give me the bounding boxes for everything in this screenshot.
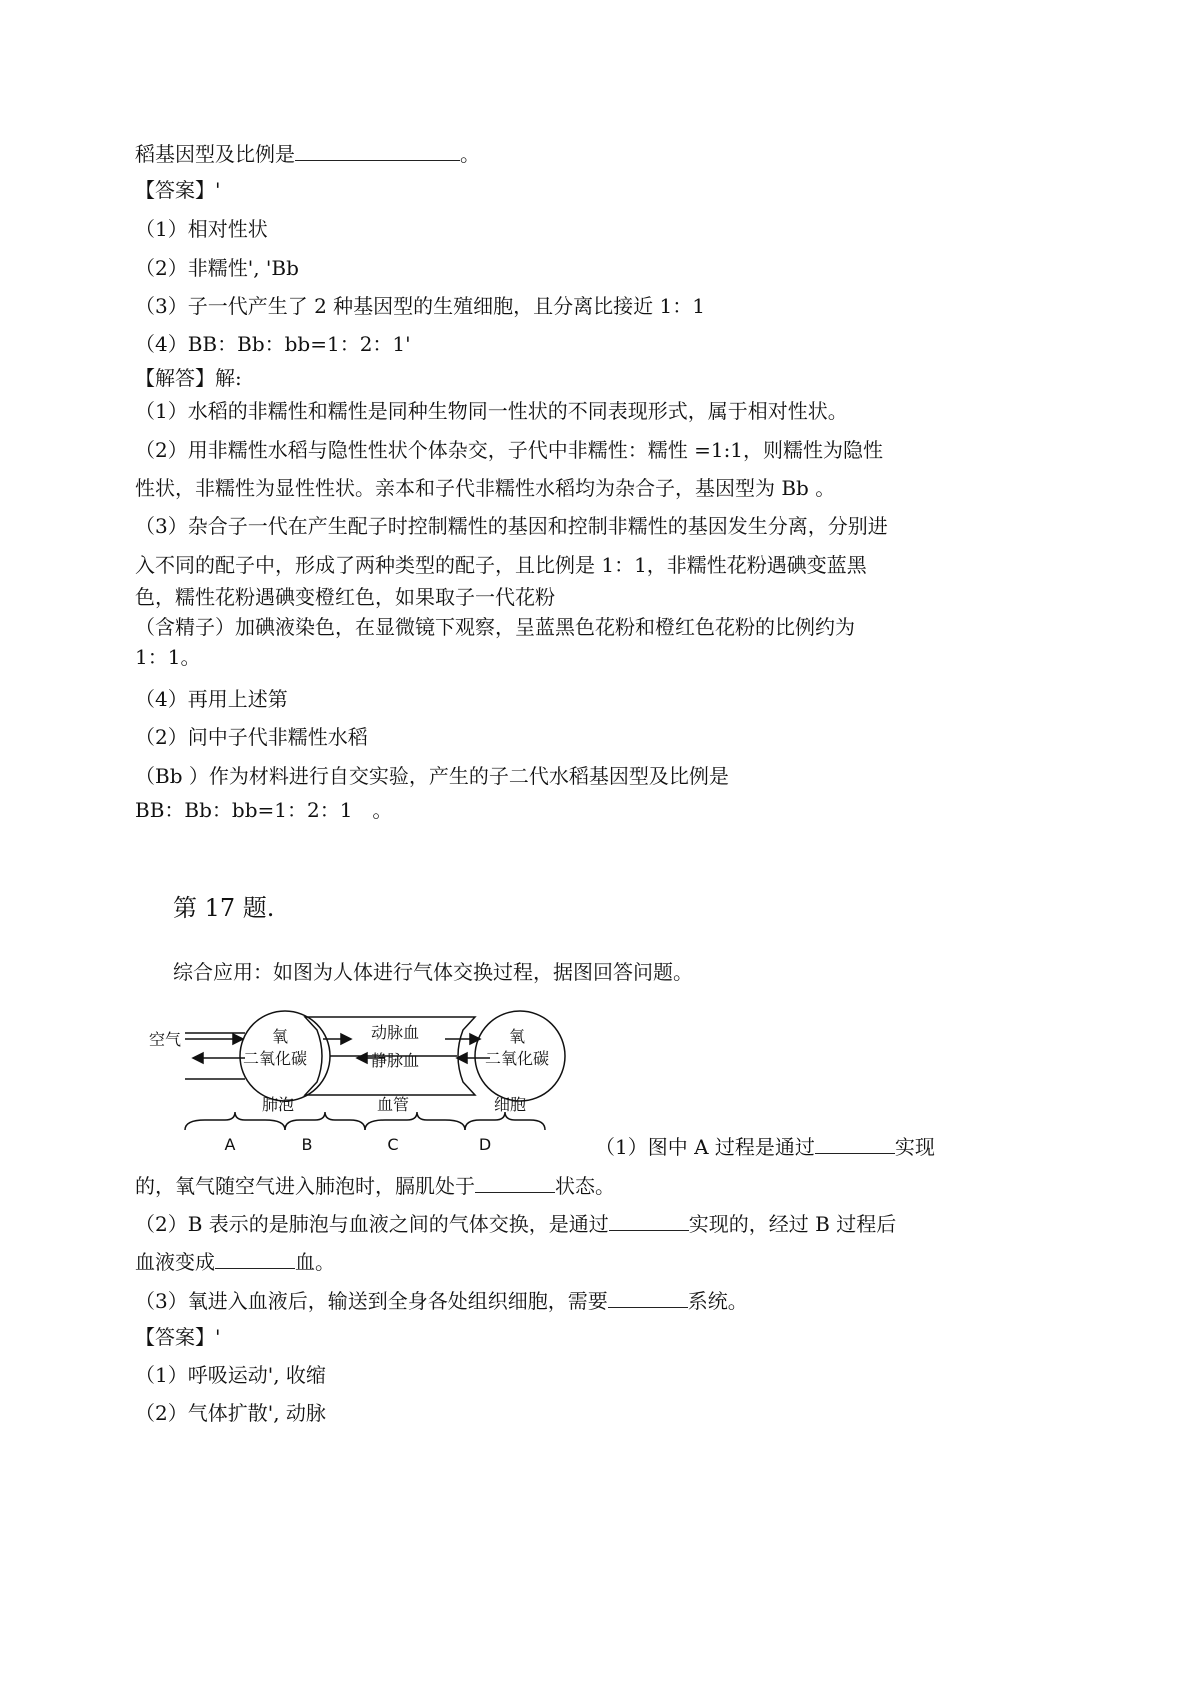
answer-label: 【答案】' (135, 1325, 221, 1349)
explanation-2b: 性状，非糯性为显性性状。亲本和子代非糯性水稻均为杂合子，基因型为 Bb 。 (135, 476, 836, 500)
text: 血液变成 (135, 1250, 215, 1274)
answer-4: （4）BB：Bb：bb=1：2：1' (135, 332, 411, 356)
answer-blank (609, 1210, 689, 1231)
answer-2: （2）非糯性', 'Bb (135, 256, 299, 280)
text: 系统。 (687, 1289, 748, 1313)
label-air: 空气 (148, 1030, 182, 1049)
answer-blank (295, 140, 460, 161)
text: 。 (460, 142, 480, 166)
text: 实现 (894, 1135, 935, 1159)
answer-blank (215, 1248, 295, 1269)
answer-3: （3）子一代产生了 2 种基因型的生殖细胞，且分离比接近 1：1 (135, 294, 705, 318)
answer-1: （1）呼吸运动', 收缩 (135, 1363, 326, 1387)
label-venous-blood: 静脉血 (370, 1051, 420, 1070)
label-co2: 二氧化碳 (242, 1049, 308, 1068)
answer-label: 【答案】' (135, 178, 221, 202)
text: 稻基因型及比例是 (135, 142, 295, 166)
question-2a (135, 1210, 896, 1236)
answer-blank (608, 1287, 688, 1308)
question-intro: 综合应用：如图为人体进行气体交换过程，据图回答问题。 (173, 960, 693, 984)
arrow-right-icon (470, 1034, 480, 1044)
label-oxygen: 氧 (508, 1027, 526, 1046)
label-alveolus: 肺泡 (261, 1095, 295, 1114)
answer-2: （2）气体扩散', 动脉 (135, 1401, 326, 1425)
text: （2）B 表示的是肺泡与血液之间的气体交换，是通过 (135, 1212, 609, 1236)
arrow-left-icon (357, 1053, 367, 1063)
gas-exchange-diagram (145, 1000, 585, 1160)
explanation-3d: （含精子）加碘液染色，在显微镜下观察，呈蓝黑色花粉和橙红色花粉的比例约为 (135, 615, 855, 639)
explanation-1: （1）水稻的非糯性和糯性是同种生物同一性状的不同表现形式，属于相对性状。 (135, 399, 848, 423)
explanation-4c: （Bb ）作为材料进行自交实验，产生的子二代水稻基因型及比例是 (135, 764, 729, 788)
question-tail (135, 140, 480, 166)
question-2b (135, 1248, 335, 1274)
question-1b (135, 1172, 615, 1198)
answer-blank (475, 1172, 555, 1193)
explanation-4b: （2）问中子代非糯性水稻 (135, 725, 368, 749)
text: （1）图中 A 过程是通过 (595, 1135, 815, 1159)
label-D: D (478, 1135, 492, 1154)
answer-blank (815, 1133, 895, 1154)
question-title: 第 17 题. (173, 894, 275, 922)
label-A: A (224, 1135, 236, 1154)
text: 实现的，经过 B 过程后 (688, 1212, 897, 1236)
text: 血。 (295, 1250, 335, 1274)
explanation-label: 【解答】解: (135, 366, 242, 390)
explanation-4d: BB：Bb：bb=1：2：1 。 (135, 798, 393, 822)
label-B: B (301, 1135, 313, 1154)
explanation-3b: 入不同的配子中，形成了两种类型的配子，且比例是 1：1，非糯性花粉遇碘变蓝黑 (135, 553, 867, 577)
text: 状态。 (555, 1174, 615, 1198)
question-3 (135, 1287, 748, 1313)
label-cell: 细胞 (493, 1095, 527, 1114)
text: 的，氧气随空气进入肺泡时，膈肌处于 (135, 1174, 475, 1198)
label-co2: 二氧化碳 (484, 1049, 550, 1068)
question-1a (595, 1133, 935, 1159)
explanation-3a: （3）杂合子一代在产生配子时控制糯性的基因和控制非糯性的基因发生分离，分别进 (135, 514, 888, 538)
label-oxygen: 氧 (271, 1027, 289, 1046)
text: （3）氧进入血液后，输送到全身各处组织细胞，需要 (135, 1289, 608, 1313)
answer-1: （1）相对性状 (135, 217, 268, 241)
explanation-3c: 色，糯性花粉遇碘变橙红色，如果取子一代花粉 (135, 585, 555, 609)
explanation-3e: 1：1。 (135, 645, 201, 669)
arrow-left-icon (193, 1053, 203, 1063)
label-arterial-blood: 动脉血 (370, 1023, 420, 1042)
label-vessel: 血管 (376, 1095, 410, 1114)
arrow-right-icon (341, 1034, 351, 1044)
explanation-4a: （4）再用上述第 (135, 687, 288, 711)
explanation-2a: （2）用非糯性水稻与隐性性状个体杂交，子代中非糯性：糯性 =1:1，则糯性为隐性 (135, 438, 884, 462)
label-C: C (387, 1135, 399, 1154)
